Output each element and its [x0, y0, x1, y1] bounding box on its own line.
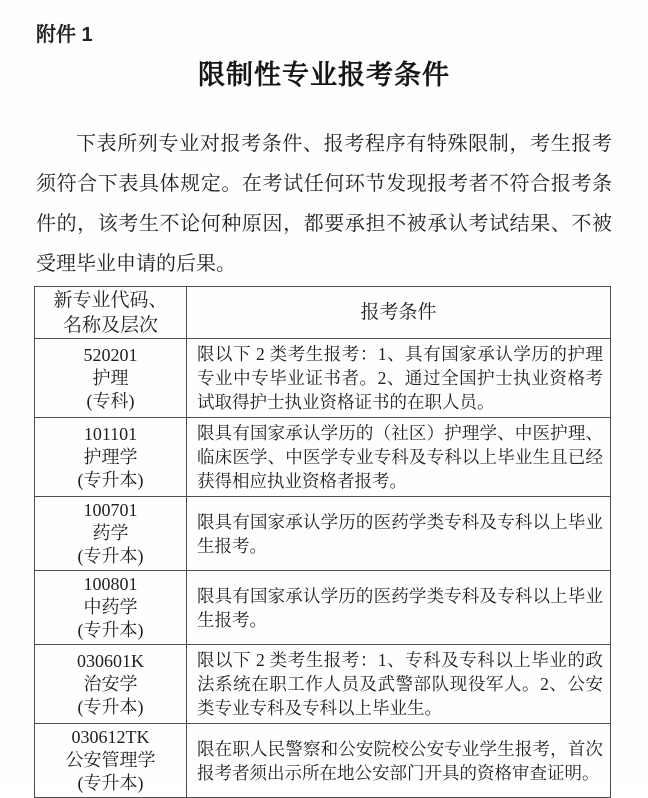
attachment-label: 附件 1: [36, 24, 93, 46]
major-name: 护理: [92, 367, 129, 388]
column-header-condition: 报考条件: [187, 287, 611, 339]
major-code: 101101: [83, 423, 138, 444]
major-level: (专科): [86, 390, 135, 411]
major-level: (专升本): [77, 773, 144, 793]
major-cell: [35, 724, 187, 798]
major-code: 030601K: [77, 650, 144, 671]
table-row: [35, 724, 611, 798]
condition-cell: 限具有国家承认学历的医药学类专科及专科以上毕业生报考。: [187, 571, 611, 645]
major-cell: [35, 497, 187, 571]
major-level: (专升本): [77, 469, 144, 490]
major-code: 100701: [83, 500, 138, 520]
intro-paragraph: 下表所列专业对报考条件、报考程序有特殊限制，考生报考须符合下表具体规定。在考试任何环节发现报考者不符合报考条件的，该考生不论何种原因，都要承担不被承认考试结果、不被受理毕业申请的后果。: [36, 133, 612, 275]
major-cell: [35, 339, 187, 418]
table-row: [35, 497, 611, 571]
column-header-major-line2: 名称及层次: [62, 314, 158, 336]
column-header-major-line1: 新专业代码、: [53, 289, 168, 311]
column-header-major: [35, 287, 187, 339]
condition-cell: 限在职人民警察和公安院校公安专业学生报考，首次报考者须出示所在地公安部门开具的资格审查证明。: [187, 724, 611, 798]
major-name: 中药学: [83, 597, 138, 617]
condition-cell: 限以下 2 类考生报考：1、专科及专科以上毕业的政法系统在职工作人员及武警部队现役军人。2、公安类专业专科及专科以上毕业生。: [187, 645, 611, 724]
major-level: (专升本): [77, 546, 144, 566]
condition-cell: 限以下 2 类考生报考：1、具有国家承认学历的护理专业中专毕业证书者。2、通过全国护士执业资格考试取得护士执业资格证书的在职人员。: [187, 339, 611, 418]
major-level: (专升本): [77, 620, 144, 640]
major-name: 护理学: [83, 446, 138, 467]
table-row: [35, 571, 611, 645]
conditions-table: [34, 286, 611, 798]
table-row: [35, 645, 611, 724]
condition-cell: 限具有国家承认学历的（社区）护理学、中医护理、临床医学、中医学专业专科及专科以上毕业生且已经获得相应执业资格者报考。: [187, 418, 611, 497]
condition-cell: 限具有国家承认学历的医药学类专科及专科以上毕业生报考。: [187, 497, 611, 571]
major-code: 100801: [83, 574, 138, 594]
table-row: [35, 418, 611, 497]
major-cell: [35, 418, 187, 497]
major-code: 030612TK: [71, 727, 150, 747]
major-name: 公安管理学: [65, 750, 156, 770]
major-level: (专升本): [77, 696, 144, 717]
major-name: 治安学: [83, 673, 138, 694]
table-row: [35, 339, 611, 418]
major-code: 520201: [83, 344, 138, 365]
major-cell: [35, 571, 187, 645]
table-header-row: [35, 287, 611, 339]
major-name: 药学: [92, 523, 129, 543]
page-title: 限制性专业报考条件: [198, 60, 450, 90]
major-cell: [35, 645, 187, 724]
